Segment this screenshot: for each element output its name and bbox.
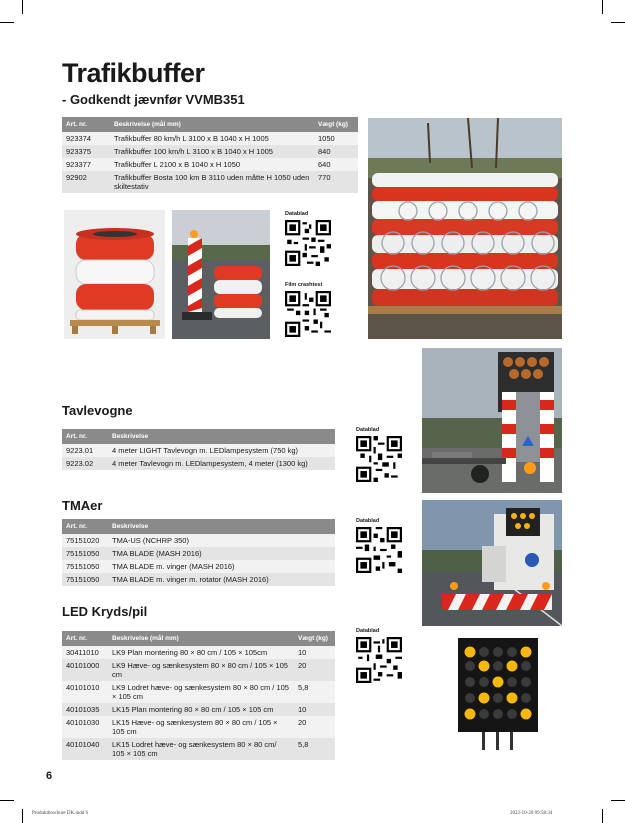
qr-label: Datablad xyxy=(356,518,380,524)
table-row xyxy=(62,646,335,659)
table-row xyxy=(62,547,335,560)
qr-code-datablad[interactable] xyxy=(285,220,331,266)
table-header-row xyxy=(62,117,358,132)
column-header: Vægt (kg) xyxy=(294,631,335,646)
column-header: Art. nr. xyxy=(62,117,110,132)
led-panel-photo xyxy=(452,636,544,750)
qr-code-film-crashtest[interactable] xyxy=(285,291,331,337)
table-row xyxy=(62,659,335,681)
weight: 10 xyxy=(294,646,335,659)
column-header: Art. nr. xyxy=(62,429,108,444)
crop-mark xyxy=(602,0,603,14)
description: 4 meter LIGHT Tavlevogn m. LEDlampesystem (750 kg) xyxy=(108,444,335,457)
art-nr: 923375 xyxy=(62,145,110,158)
description: Trafikbuffer Bosta 100 km B 3110 uden måtte H 1050 uden skiltestativ xyxy=(110,171,314,193)
art-nr: 75151020 xyxy=(62,534,108,547)
table-row xyxy=(62,145,358,158)
footer-filename: Produktbrochure DK.indd 6 xyxy=(32,811,88,816)
art-nr: 40101000 xyxy=(62,659,108,681)
description: LK9 Plan montering 80 × 80 cm / 105 × 105cm xyxy=(108,646,294,659)
table-row xyxy=(62,703,335,716)
section-title-tavlevogne: Tavlevogne xyxy=(62,403,133,418)
qr-label: Film crashtest xyxy=(285,282,323,288)
qr-label: Datablad xyxy=(356,427,380,433)
art-nr: 75151050 xyxy=(62,573,108,586)
tavlevogn-photo xyxy=(422,348,562,493)
table-row xyxy=(62,171,358,193)
art-nr: 40101010 xyxy=(62,681,108,703)
table-row xyxy=(62,716,335,738)
table-row xyxy=(62,444,335,457)
weight: 10 xyxy=(294,703,335,716)
weight: 1050 xyxy=(314,132,358,145)
weight: 770 xyxy=(314,171,358,193)
description: TMA-US (NCHRP 350) xyxy=(108,534,335,547)
qr-code-datablad[interactable] xyxy=(356,637,402,683)
art-nr: 92902 xyxy=(62,171,110,193)
page-subtitle: - Godkendt jævnfør VVMB351 xyxy=(62,92,245,107)
description: TMA BLADE (MASH 2016) xyxy=(108,547,335,560)
table-row xyxy=(62,457,335,470)
table-row xyxy=(62,534,335,547)
trafikbuffer-stack-photo xyxy=(368,118,562,339)
weight: 840 xyxy=(314,145,358,158)
description: LK9 Hæve- og sænkesystem 80 × 80 cm / 105 × 105 cm xyxy=(108,659,294,681)
art-nr: 9223.01 xyxy=(62,444,108,457)
description: Trafikbuffer L 2100 x B 1040 x H 1050 xyxy=(110,158,314,171)
column-header: Beskrivelse xyxy=(108,519,335,534)
description: LK15 Lodret hæve- og sænkesystem 80 × 80 cm/ 105 × 105 cm xyxy=(108,738,294,760)
trafikbuffer-table xyxy=(62,117,358,193)
art-nr: 40101035 xyxy=(62,703,108,716)
weight: 20 xyxy=(294,659,335,681)
qr-label: Datablad xyxy=(356,628,380,634)
description: Trafikbuffer 100 km/h L 3100 x B 1040 x H 1005 xyxy=(110,145,314,158)
qr-code-datablad[interactable] xyxy=(356,527,402,573)
led-table xyxy=(62,631,335,760)
art-nr: 9223.02 xyxy=(62,457,108,470)
crop-mark xyxy=(22,0,23,14)
art-nr: 75151050 xyxy=(62,547,108,560)
tmaer-table xyxy=(62,519,335,586)
page-title: Trafikbuffer xyxy=(62,58,205,88)
description: LK9 Lodret hæve- og sænkesystem 80 × 80 cm / 105 × 105 cm xyxy=(108,681,294,703)
section-title-tmaer: TMAer xyxy=(62,498,103,513)
art-nr: 923374 xyxy=(62,132,110,145)
table-row xyxy=(62,132,358,145)
roadside-buffer-photo xyxy=(172,210,270,339)
footer-timestamp: 2022-10-20 09:58:34 xyxy=(510,811,553,816)
table-header-row xyxy=(62,429,335,444)
qr-label: Datablad xyxy=(285,211,309,217)
description: TMA BLADE m. vinger m. rotator (MASH 2016) xyxy=(108,573,335,586)
page-number: 6 xyxy=(46,770,53,782)
weight: 5,8 xyxy=(294,738,335,760)
column-header: Art. nr. xyxy=(62,631,108,646)
column-header: Beskrivelse xyxy=(108,429,335,444)
crop-mark xyxy=(611,800,625,801)
art-nr: 30411010 xyxy=(62,646,108,659)
column-header: Beskrivelse (mål mm) xyxy=(110,117,314,132)
description: Trafikbuffer 80 km/h L 3100 x B 1040 x H 1005 xyxy=(110,132,314,145)
description: 4 meter Tavlevogn m. LEDlampesystem, 4 meter (1300 kg) xyxy=(108,457,335,470)
art-nr: 40101030 xyxy=(62,716,108,738)
weight: 640 xyxy=(314,158,358,171)
table-row xyxy=(62,560,335,573)
crop-mark xyxy=(611,22,625,23)
crop-mark xyxy=(22,809,23,823)
crop-mark xyxy=(0,22,14,23)
description: LK15 Plan montering 80 × 80 cm / 105 × 105 cm xyxy=(108,703,294,716)
crop-mark xyxy=(602,809,603,823)
column-header: Art. nr. xyxy=(62,519,108,534)
column-header: Beskrivelse (mål mm) xyxy=(108,631,294,646)
description: LK15 Hæve- og sænkesystem 80 × 80 cm / 105 × 105 cm xyxy=(108,716,294,738)
table-row xyxy=(62,681,335,703)
art-nr: 40101040 xyxy=(62,738,108,760)
table-row xyxy=(62,573,335,586)
tma-truck-photo xyxy=(422,500,562,626)
weight: 20 xyxy=(294,716,335,738)
crop-mark xyxy=(0,800,14,801)
table-header-row xyxy=(62,631,335,646)
tire-pallet-photo xyxy=(64,210,165,339)
column-header: Vægt (kg) xyxy=(314,117,358,132)
section-title-led: LED Kryds/pil xyxy=(62,604,148,619)
table-header-row xyxy=(62,519,335,534)
weight: 5,8 xyxy=(294,681,335,703)
art-nr: 923377 xyxy=(62,158,110,171)
art-nr: 75151050 xyxy=(62,560,108,573)
description: TMA BLADE m. vinger (MASH 2016) xyxy=(108,560,335,573)
qr-code-datablad[interactable] xyxy=(356,436,402,482)
tavlevogne-table xyxy=(62,429,335,470)
table-row xyxy=(62,738,335,760)
table-row xyxy=(62,158,358,171)
